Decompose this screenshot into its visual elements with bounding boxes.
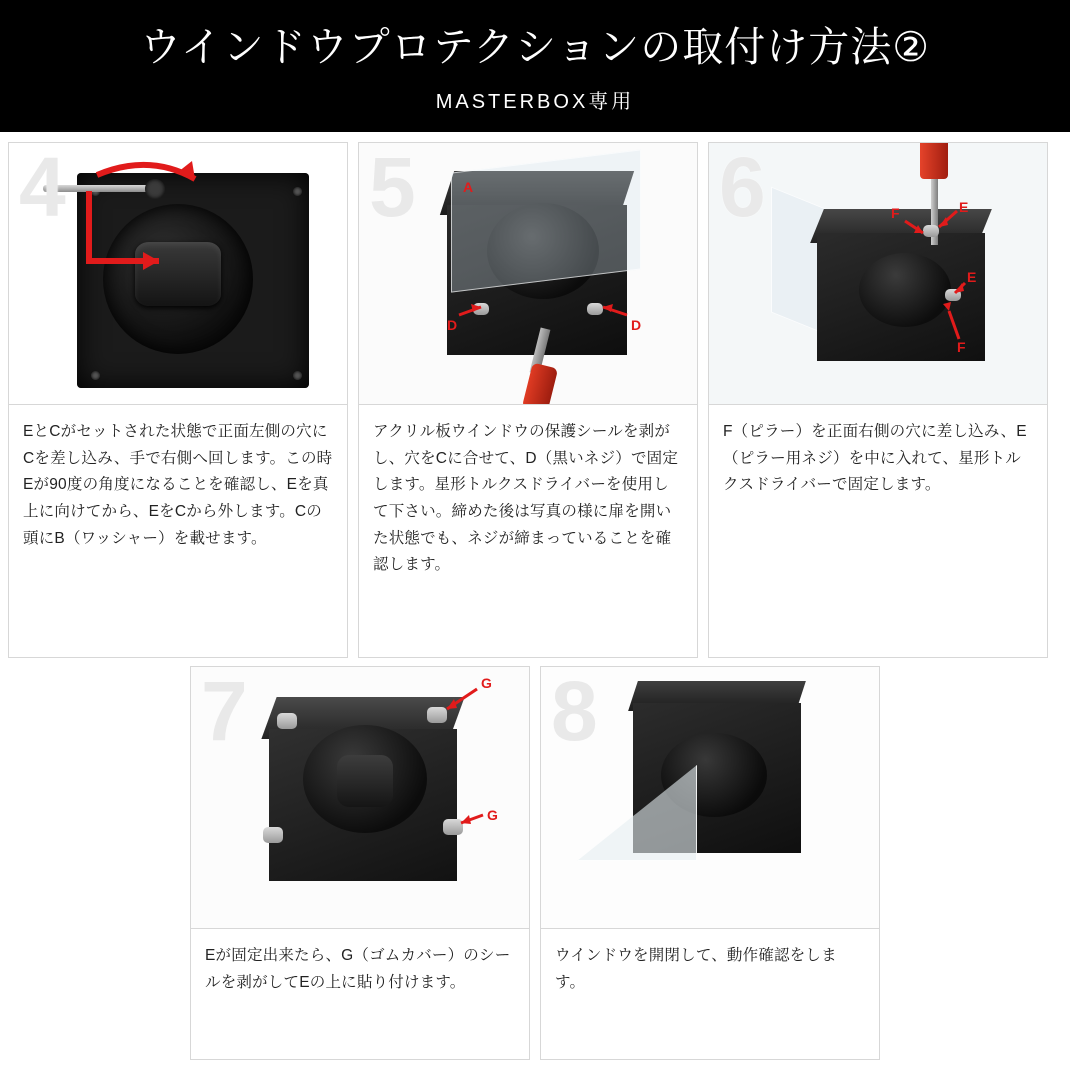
step-number-7: 7 xyxy=(201,667,248,758)
label-f-top: F xyxy=(891,205,900,221)
step-number-8: 8 xyxy=(551,667,598,758)
step-number-6: 6 xyxy=(719,143,766,234)
step-caption-5: アクリル板ウインドウの保護シールを剥がし、穴をCに合せて、D（黒いネジ）で固定します。星形トルクスドライバーを使用して下さい。締めた後は写真の様に扉を開いた状態でも、ネジが締まっていることを確認します。 xyxy=(373,423,679,574)
page-subtitle: MASTERBOX専用 xyxy=(435,91,635,114)
step-card-7 xyxy=(190,666,530,1060)
label-d-left: D xyxy=(447,317,458,333)
step-caption-7: Eが固定出来たら、G（ゴムカバー）のシールを剥がしてEの上に貼り付けます。 xyxy=(205,947,511,991)
step-caption-8: ウインドウを開閉して、動作確認をします。 xyxy=(555,947,837,991)
step-photo-6 xyxy=(709,143,1047,405)
step-card-6 xyxy=(708,142,1048,658)
step-photo-5 xyxy=(359,143,697,405)
label-a: A xyxy=(463,179,474,195)
step-caption-4: EとCがセットされた状態で正面左側の穴にCを差し込み、手で右側へ回します。この時Eが90度の角度になることを確認し、Eを真上に向けてから、EをCから外します。Cの頭にB（ワッシャー）を載せます。 xyxy=(23,423,333,547)
step-number-5: 5 xyxy=(369,143,416,234)
label-f-bottom: F xyxy=(957,339,966,355)
step-card-5 xyxy=(358,142,698,658)
page-title: ウインドウプロテクションの取付け方法② xyxy=(139,23,931,70)
label-d-right: D xyxy=(631,317,642,333)
label-g-top: G xyxy=(481,675,492,691)
header xyxy=(0,0,1070,132)
steps-row-top xyxy=(0,132,1070,658)
label-g-bottom: G xyxy=(487,807,498,823)
step-card-4 xyxy=(8,142,348,658)
step-card-8 xyxy=(540,666,880,1060)
label-e-bottom: E xyxy=(967,269,977,285)
steps-row-bottom xyxy=(0,666,1070,1060)
label-e-top: E xyxy=(959,199,969,215)
step-number-4: 4 xyxy=(19,143,66,234)
step-photo-7 xyxy=(191,667,529,929)
step-photo-8 xyxy=(541,667,879,929)
step-caption-6: F（ピラー）を正面右側の穴に差し込み、E（ピラー用ネジ）を中に入れて、星形トルクスドライバーで固定します。 xyxy=(723,423,1027,494)
step-photo-4 xyxy=(9,143,347,405)
